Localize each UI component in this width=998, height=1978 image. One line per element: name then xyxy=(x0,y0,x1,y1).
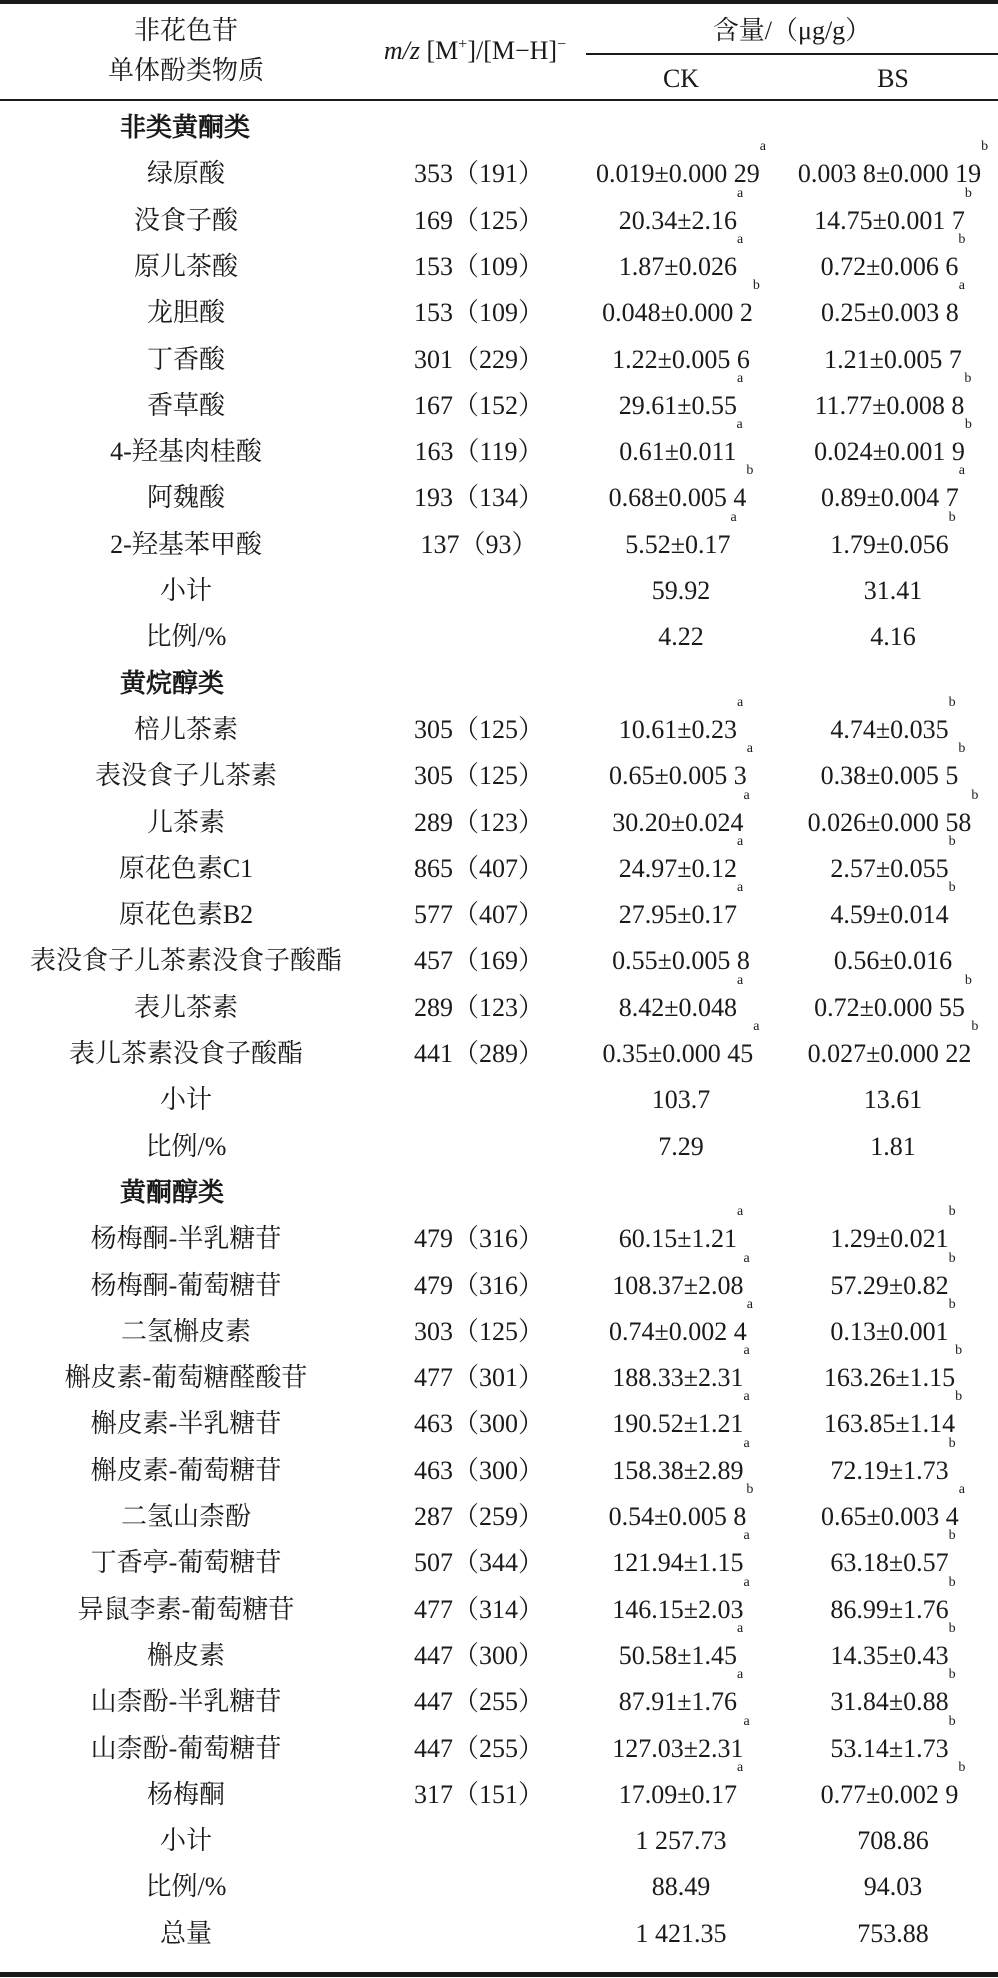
mz-value xyxy=(372,1864,586,1910)
bs-value xyxy=(788,1019,998,1077)
ck-value xyxy=(574,1911,788,1957)
bs-significance: b xyxy=(958,741,966,757)
ck-value-text: 5.52±0.17 xyxy=(625,529,731,559)
bs-value xyxy=(788,1911,998,1957)
compound-name: 杨梅酮-葡萄糖苷 xyxy=(90,1270,282,1300)
mz-value: 353（191） xyxy=(413,159,544,189)
ck-significance: a xyxy=(737,185,744,201)
bs-value xyxy=(788,185,998,244)
bs-value xyxy=(788,741,998,799)
mz-value: 169（125） xyxy=(413,205,544,235)
ck-significance: a xyxy=(737,370,744,386)
compound-name: 绿原酸 xyxy=(146,159,225,189)
bs-value-text: 4.16 xyxy=(870,622,916,652)
mz-value xyxy=(372,1124,586,1170)
mz-value: 289（123） xyxy=(413,992,544,1022)
header-mz xyxy=(364,34,586,72)
ck-value xyxy=(574,1713,788,1772)
section-title: 黄酮醇类 xyxy=(120,1177,225,1207)
ck-value-text: 1.22±0.005 6 xyxy=(612,344,750,374)
mz-value: 167（152） xyxy=(413,390,544,420)
bs-significance: b xyxy=(948,1667,956,1683)
bs-value xyxy=(788,1435,998,1494)
ck-significance: a xyxy=(743,1574,750,1590)
ck-value-text: 127.03±2.31 xyxy=(612,1733,744,1763)
bs-value xyxy=(788,509,998,568)
bs-value-text: 0.026±0.000 58 xyxy=(807,807,972,837)
bs-value xyxy=(788,568,998,614)
mz-value xyxy=(372,1818,586,1864)
bs-significance: b xyxy=(955,1343,963,1359)
ck-value xyxy=(574,694,788,753)
ck-value xyxy=(574,1435,788,1494)
bs-value-text: 0.56±0.016 xyxy=(833,946,953,976)
bs-value xyxy=(788,694,998,753)
bs-value xyxy=(788,417,998,475)
bs-significance: b xyxy=(948,1250,956,1266)
ck-value xyxy=(574,568,788,614)
ck-value xyxy=(574,463,788,521)
compound-name: 槲皮素-葡萄糖醛酸苷 xyxy=(64,1363,308,1393)
ck-value-text: 1.87±0.026 xyxy=(618,251,738,281)
ck-value xyxy=(574,787,788,846)
compound-name: 丁香酸 xyxy=(146,344,225,374)
compound-name: 原花色素B2 xyxy=(118,900,254,930)
ck-value xyxy=(574,1482,788,1540)
ck-value-text: 188.33±2.31 xyxy=(612,1363,744,1393)
mz-value: 317（151） xyxy=(413,1779,544,1809)
bs-value xyxy=(788,1343,998,1401)
ck-value-text: 121.94±1.15 xyxy=(612,1548,744,1578)
ck-value xyxy=(574,1528,788,1586)
compound-name: 杨梅酮 xyxy=(146,1779,225,1809)
compound-name: 槲皮素 xyxy=(146,1640,225,1670)
ck-value xyxy=(574,370,788,429)
ck-value-text: 0.61±0.011 xyxy=(619,437,737,467)
bs-value-text: 0.38±0.005 5 xyxy=(820,761,959,791)
header-bottom-rule xyxy=(0,99,998,101)
mz-value: 441（289） xyxy=(413,1039,544,1068)
ck-value xyxy=(574,185,788,244)
ck-significance: a xyxy=(743,1435,750,1451)
bs-value-text: 14.35±0.43 xyxy=(830,1640,949,1670)
ck-value-text: 0.74±0.002 4 xyxy=(609,1316,747,1346)
bs-value-text: 0.13±0.001 xyxy=(830,1316,949,1346)
bs-value xyxy=(788,833,998,892)
ck-value xyxy=(574,614,788,660)
bs-value-text: 4.74±0.035 xyxy=(830,714,949,744)
compound-name: 小计 xyxy=(159,576,212,605)
mz-value: 305（125） xyxy=(413,761,544,791)
ck-significance: a xyxy=(746,741,753,757)
bs-value-text: 0.024±0.001 9 xyxy=(814,437,965,467)
bs-value xyxy=(788,463,998,521)
ck-value xyxy=(574,1250,788,1309)
mz-value: 287（259） xyxy=(413,1502,544,1531)
ck-value-text: 103.7 xyxy=(651,1085,711,1115)
ck-value-text: 59.92 xyxy=(651,576,711,605)
ck-value xyxy=(574,278,788,336)
ck-value-text: 0.55±0.005 8 xyxy=(612,946,750,976)
compound-name: 异鼠李素-葡萄糖苷 xyxy=(77,1594,295,1624)
compound-name: 二氢山柰酚 xyxy=(120,1502,251,1531)
ck-value-text: 4.22 xyxy=(658,622,704,652)
mz-ion1-open: [M xyxy=(426,36,459,65)
bs-value xyxy=(788,1759,998,1818)
ck-significance: a xyxy=(737,1667,744,1683)
compound-name: 阿魏酸 xyxy=(146,483,225,513)
bs-value-text: 31.41 xyxy=(863,576,923,605)
bs-value xyxy=(788,1620,998,1679)
bs-significance: b xyxy=(964,185,972,201)
bs-value xyxy=(788,1296,998,1355)
compound-name: 小计 xyxy=(159,1085,212,1115)
ck-value-text: 1 257.73 xyxy=(635,1826,727,1856)
bs-value-text: 53.14±1.73 xyxy=(830,1733,949,1763)
ck-value-text: 108.37±2.08 xyxy=(612,1270,744,1300)
mz-value: 479（316） xyxy=(413,1270,544,1300)
ck-significance: a xyxy=(737,1759,744,1775)
bs-significance: b xyxy=(948,1204,956,1220)
ck-value xyxy=(574,833,788,892)
bs-value xyxy=(788,231,998,290)
ck-significance: a xyxy=(743,1343,750,1359)
mz-value: 305（125） xyxy=(413,714,544,744)
ck-value xyxy=(574,139,788,197)
compound-name: 棓儿茶素 xyxy=(133,714,238,744)
ck-significance: a xyxy=(743,787,750,803)
ck-value-text: 0.65±0.005 3 xyxy=(609,761,747,791)
section-title: 黄烷醇类 xyxy=(120,668,225,698)
mz-value: 463（300） xyxy=(413,1409,544,1439)
mz-value: 163（119） xyxy=(414,437,544,467)
ck-significance: a xyxy=(737,694,744,710)
ck-value-text: 158.38±2.89 xyxy=(612,1455,744,1485)
bs-value-text: 163.85±1.14 xyxy=(823,1409,956,1439)
bs-value-text: 2.57±0.055 xyxy=(830,853,949,883)
bs-value xyxy=(788,278,998,336)
compound-name: 小计 xyxy=(159,1826,212,1856)
bs-significance: b xyxy=(971,1019,979,1034)
ck-value-text: 1 421.35 xyxy=(635,1918,727,1948)
compound-name: 槲皮素-葡萄糖苷 xyxy=(90,1455,282,1485)
ck-significance: a xyxy=(759,139,766,155)
bs-significance: b xyxy=(948,880,956,896)
compound-name: 比例/% xyxy=(145,1131,227,1161)
bs-value xyxy=(788,1077,998,1123)
bs-value-text: 86.99±1.76 xyxy=(830,1594,949,1624)
ck-significance: a xyxy=(743,1528,750,1544)
bs-value xyxy=(788,787,998,846)
bs-significance: b xyxy=(964,370,972,386)
ck-value-text: 0.048±0.000 2 xyxy=(602,298,753,328)
bs-significance: b xyxy=(948,1713,956,1729)
bs-significance: a xyxy=(958,278,965,294)
ck-significance: a xyxy=(743,1713,750,1729)
ck-value-text: 190.52±1.21 xyxy=(612,1409,744,1439)
bs-significance: b xyxy=(948,509,956,525)
compound-name: 表没食子儿茶素没食子酸酯 xyxy=(29,946,342,976)
ck-value-text: 50.58±1.45 xyxy=(618,1640,738,1670)
bs-value xyxy=(788,1713,998,1772)
mz-value: 477（301） xyxy=(413,1363,544,1393)
ck-value xyxy=(574,337,788,383)
mz-value: 153（109） xyxy=(413,298,544,328)
bs-value xyxy=(788,1864,998,1910)
mz-value: 301（229） xyxy=(413,344,544,374)
ck-significance: b xyxy=(746,463,754,479)
mz-value: 193（134） xyxy=(413,483,544,513)
ck-significance: a xyxy=(746,1296,753,1312)
compound-name: 儿茶素 xyxy=(146,807,225,837)
bs-value-text: 0.89±0.004 7 xyxy=(821,483,959,513)
compound-name: 表没食子儿茶素 xyxy=(94,761,277,791)
bs-value xyxy=(788,1204,998,1262)
ck-significance: a xyxy=(737,833,744,849)
mz-ion2-charge: − xyxy=(557,36,567,53)
mz-value xyxy=(372,1911,586,1957)
mz-value: 479（316） xyxy=(413,1224,544,1254)
mz-value: 477（314） xyxy=(413,1594,544,1624)
ck-value xyxy=(574,509,788,568)
compound-name: 丁香亭-葡萄糖苷 xyxy=(90,1548,282,1578)
bs-value-text: 57.29±0.82 xyxy=(830,1270,949,1300)
bs-significance: b xyxy=(964,417,972,433)
compound-name: 原儿茶酸 xyxy=(133,251,238,281)
ck-value-text: 17.09±0.17 xyxy=(618,1779,738,1809)
bs-value-text: 14.75±0.001 7 xyxy=(814,205,965,235)
compound-name: 没食子酸 xyxy=(133,205,238,235)
compound-name: 比例/% xyxy=(145,1872,227,1902)
bs-significance: a xyxy=(958,463,965,479)
mz-value: 577（407） xyxy=(413,900,544,930)
ck-value-text: 20.34±2.16 xyxy=(618,205,738,235)
mz-value xyxy=(372,1077,586,1123)
mz-value xyxy=(372,568,586,614)
bs-value xyxy=(788,614,998,660)
ck-value xyxy=(574,1667,788,1725)
mz-label: m/z xyxy=(383,36,420,65)
bs-significance: b xyxy=(958,231,966,247)
ck-value-text: 146.15±2.03 xyxy=(612,1594,744,1624)
ck-value-text: 30.20±0.024 xyxy=(612,807,744,837)
mz-value: 289（123） xyxy=(413,807,544,837)
ck-significance: a xyxy=(730,509,737,525)
bs-value-text: 0.25±0.003 8 xyxy=(821,298,959,328)
bottom-rule xyxy=(0,1972,998,1977)
mz-value: 447（300） xyxy=(413,1640,544,1670)
mz-value: 457（169） xyxy=(413,946,544,976)
header-name-line1: 非花色苷 xyxy=(133,16,238,45)
bs-significance: b xyxy=(948,1528,956,1544)
ck-value xyxy=(574,1864,788,1910)
compound-name: 比例/% xyxy=(145,622,227,652)
ck-value-text: 7.29 xyxy=(658,1131,704,1161)
bs-significance: b xyxy=(981,139,989,155)
top-rule xyxy=(0,0,998,4)
bs-value-text: 0.65±0.003 4 xyxy=(821,1502,959,1531)
ck-significance: a xyxy=(737,972,744,988)
header-bs: BS xyxy=(877,64,909,93)
bs-value-text: 63.18±0.57 xyxy=(830,1548,949,1578)
bs-value-text: 0.003 8±0.000 19 xyxy=(797,159,982,189)
compound-name: 山柰酚-半乳糖苷 xyxy=(90,1687,282,1717)
bs-significance: b xyxy=(958,1759,966,1775)
compound-name: 2-羟基苯甲酸 xyxy=(110,529,262,559)
bs-value-text: 11.77±0.008 8 xyxy=(814,390,965,420)
bs-value-text: 0.027±0.000 22 xyxy=(807,1039,972,1068)
bs-value-text: 0.77±0.002 9 xyxy=(820,1779,959,1809)
compound-name: 二氢槲皮素 xyxy=(120,1316,251,1346)
ck-value-text: 0.019±0.000 29 xyxy=(596,159,760,189)
header-sub-rule xyxy=(586,53,998,55)
bs-value xyxy=(788,1667,998,1725)
ck-value-text: 29.61±0.55 xyxy=(618,390,738,420)
ck-value xyxy=(574,1204,788,1262)
ck-significance: a xyxy=(753,1019,760,1034)
ck-value xyxy=(574,1077,788,1123)
bs-value xyxy=(788,972,998,1031)
ck-value-text: 60.15±1.21 xyxy=(618,1224,738,1254)
bs-value-text: 708.86 xyxy=(857,1826,929,1856)
header-ck: CK xyxy=(662,64,700,93)
compound-name: 原花色素C1 xyxy=(118,853,254,883)
compound-name: 4-羟基肉桂酸 xyxy=(110,437,262,467)
mz-ion1-charge: + xyxy=(458,36,468,53)
ck-value xyxy=(574,1296,788,1355)
compound-name: 杨梅酮-半乳糖苷 xyxy=(90,1224,282,1254)
compound-name: 龙胆酸 xyxy=(146,298,225,328)
mz-value: 463（300） xyxy=(413,1455,544,1485)
bs-value xyxy=(788,880,998,938)
bs-value-text: 31.84±0.88 xyxy=(830,1687,949,1717)
ck-value xyxy=(574,880,788,938)
compound-name: 表儿茶素没食子酸酯 xyxy=(68,1039,303,1068)
ck-value-text: 8.42±0.048 xyxy=(618,992,738,1022)
bs-significance: b xyxy=(948,1574,956,1590)
mz-value xyxy=(372,614,586,660)
header-name-line2: 单体酚类物质 xyxy=(107,56,264,85)
mz-value: 137（93） xyxy=(420,529,538,559)
mz-value: 303（125） xyxy=(413,1316,544,1346)
ck-significance: b xyxy=(752,278,760,294)
header-content: 含量/（μg/g） xyxy=(712,16,872,45)
ck-significance: a xyxy=(743,1389,750,1405)
bs-value-text: 94.03 xyxy=(863,1872,923,1902)
bs-value-text: 0.72±0.006 6 xyxy=(820,251,959,281)
bs-value xyxy=(788,1574,998,1633)
bs-value xyxy=(788,1528,998,1586)
bs-value-text: 1.29±0.021 xyxy=(830,1224,949,1254)
bs-significance: b xyxy=(955,1389,963,1405)
compound-name: 总量 xyxy=(159,1918,212,1948)
bs-value-text: 753.88 xyxy=(857,1918,929,1948)
ck-value-text: 27.95±0.17 xyxy=(618,900,738,930)
mz-ion1-close: ]/[M−H] xyxy=(467,36,558,65)
bs-value-text: 4.59±0.014 xyxy=(830,900,949,930)
ck-value-text: 10.61±0.23 xyxy=(618,714,738,744)
bs-value xyxy=(788,1250,998,1309)
ck-value xyxy=(574,1620,788,1679)
compound-name: 香草酸 xyxy=(146,390,225,420)
bs-significance: b xyxy=(948,1296,956,1312)
bs-significance: b xyxy=(971,787,979,803)
ck-value xyxy=(574,1124,788,1170)
compound-name: 山柰酚-葡萄糖苷 xyxy=(90,1733,282,1763)
ck-value xyxy=(574,741,788,799)
ck-significance: a xyxy=(743,1250,750,1266)
bs-value-text: 1.81 xyxy=(870,1131,916,1161)
bs-significance: b xyxy=(948,694,956,710)
bs-value-text: 1.79±0.056 xyxy=(830,529,949,559)
ck-significance: a xyxy=(737,1620,744,1636)
bs-value xyxy=(788,1818,998,1864)
ck-value-text: 0.68±0.005 4 xyxy=(608,483,747,513)
ck-value-text: 0.54±0.005 8 xyxy=(608,1502,747,1531)
bs-value-text: 72.19±1.73 xyxy=(830,1455,949,1485)
section-title: 非类黄酮类 xyxy=(120,113,251,142)
bs-significance: b xyxy=(948,833,956,849)
mz-value: 865（407） xyxy=(413,853,544,883)
ck-significance: b xyxy=(746,1482,754,1497)
bs-significance: b xyxy=(948,1620,956,1636)
bs-value-text: 1.21±0.005 7 xyxy=(824,344,962,374)
ck-value-text: 0.35±0.000 45 xyxy=(602,1039,754,1068)
bs-value xyxy=(788,1124,998,1170)
ck-value xyxy=(574,1389,788,1447)
bs-value xyxy=(788,1389,998,1447)
bs-significance: a xyxy=(958,1482,965,1497)
bs-value xyxy=(788,1482,998,1540)
ck-value-text: 24.97±0.12 xyxy=(618,853,738,883)
ck-value xyxy=(574,1019,788,1077)
ck-significance: a xyxy=(736,417,743,433)
ck-value-text: 88.49 xyxy=(651,1872,711,1902)
bs-value-text: 0.72±0.000 55 xyxy=(814,992,965,1022)
compound-name: 表儿茶素 xyxy=(133,992,238,1022)
ck-value xyxy=(574,1343,788,1401)
bs-value-text: 13.61 xyxy=(863,1085,923,1115)
ck-significance: a xyxy=(737,231,744,247)
ck-value xyxy=(574,938,788,984)
ck-significance: a xyxy=(737,880,744,896)
ck-value-text: 87.91±1.76 xyxy=(618,1687,738,1717)
ck-significance: a xyxy=(737,1204,744,1220)
ck-value xyxy=(574,1818,788,1864)
ck-value xyxy=(574,1759,788,1818)
ck-value xyxy=(574,1574,788,1633)
compound-name: 槲皮素-半乳糖苷 xyxy=(90,1409,282,1439)
bs-significance: b xyxy=(948,1435,956,1451)
bs-significance: b xyxy=(964,972,972,988)
mz-value: 447（255） xyxy=(413,1733,544,1763)
mz-value: 447（255） xyxy=(413,1687,544,1717)
mz-value: 153（109） xyxy=(413,251,544,281)
bs-value-text: 163.26±1.15 xyxy=(823,1363,956,1393)
mz-value: 507（344） xyxy=(413,1548,544,1578)
ck-value xyxy=(574,417,788,475)
